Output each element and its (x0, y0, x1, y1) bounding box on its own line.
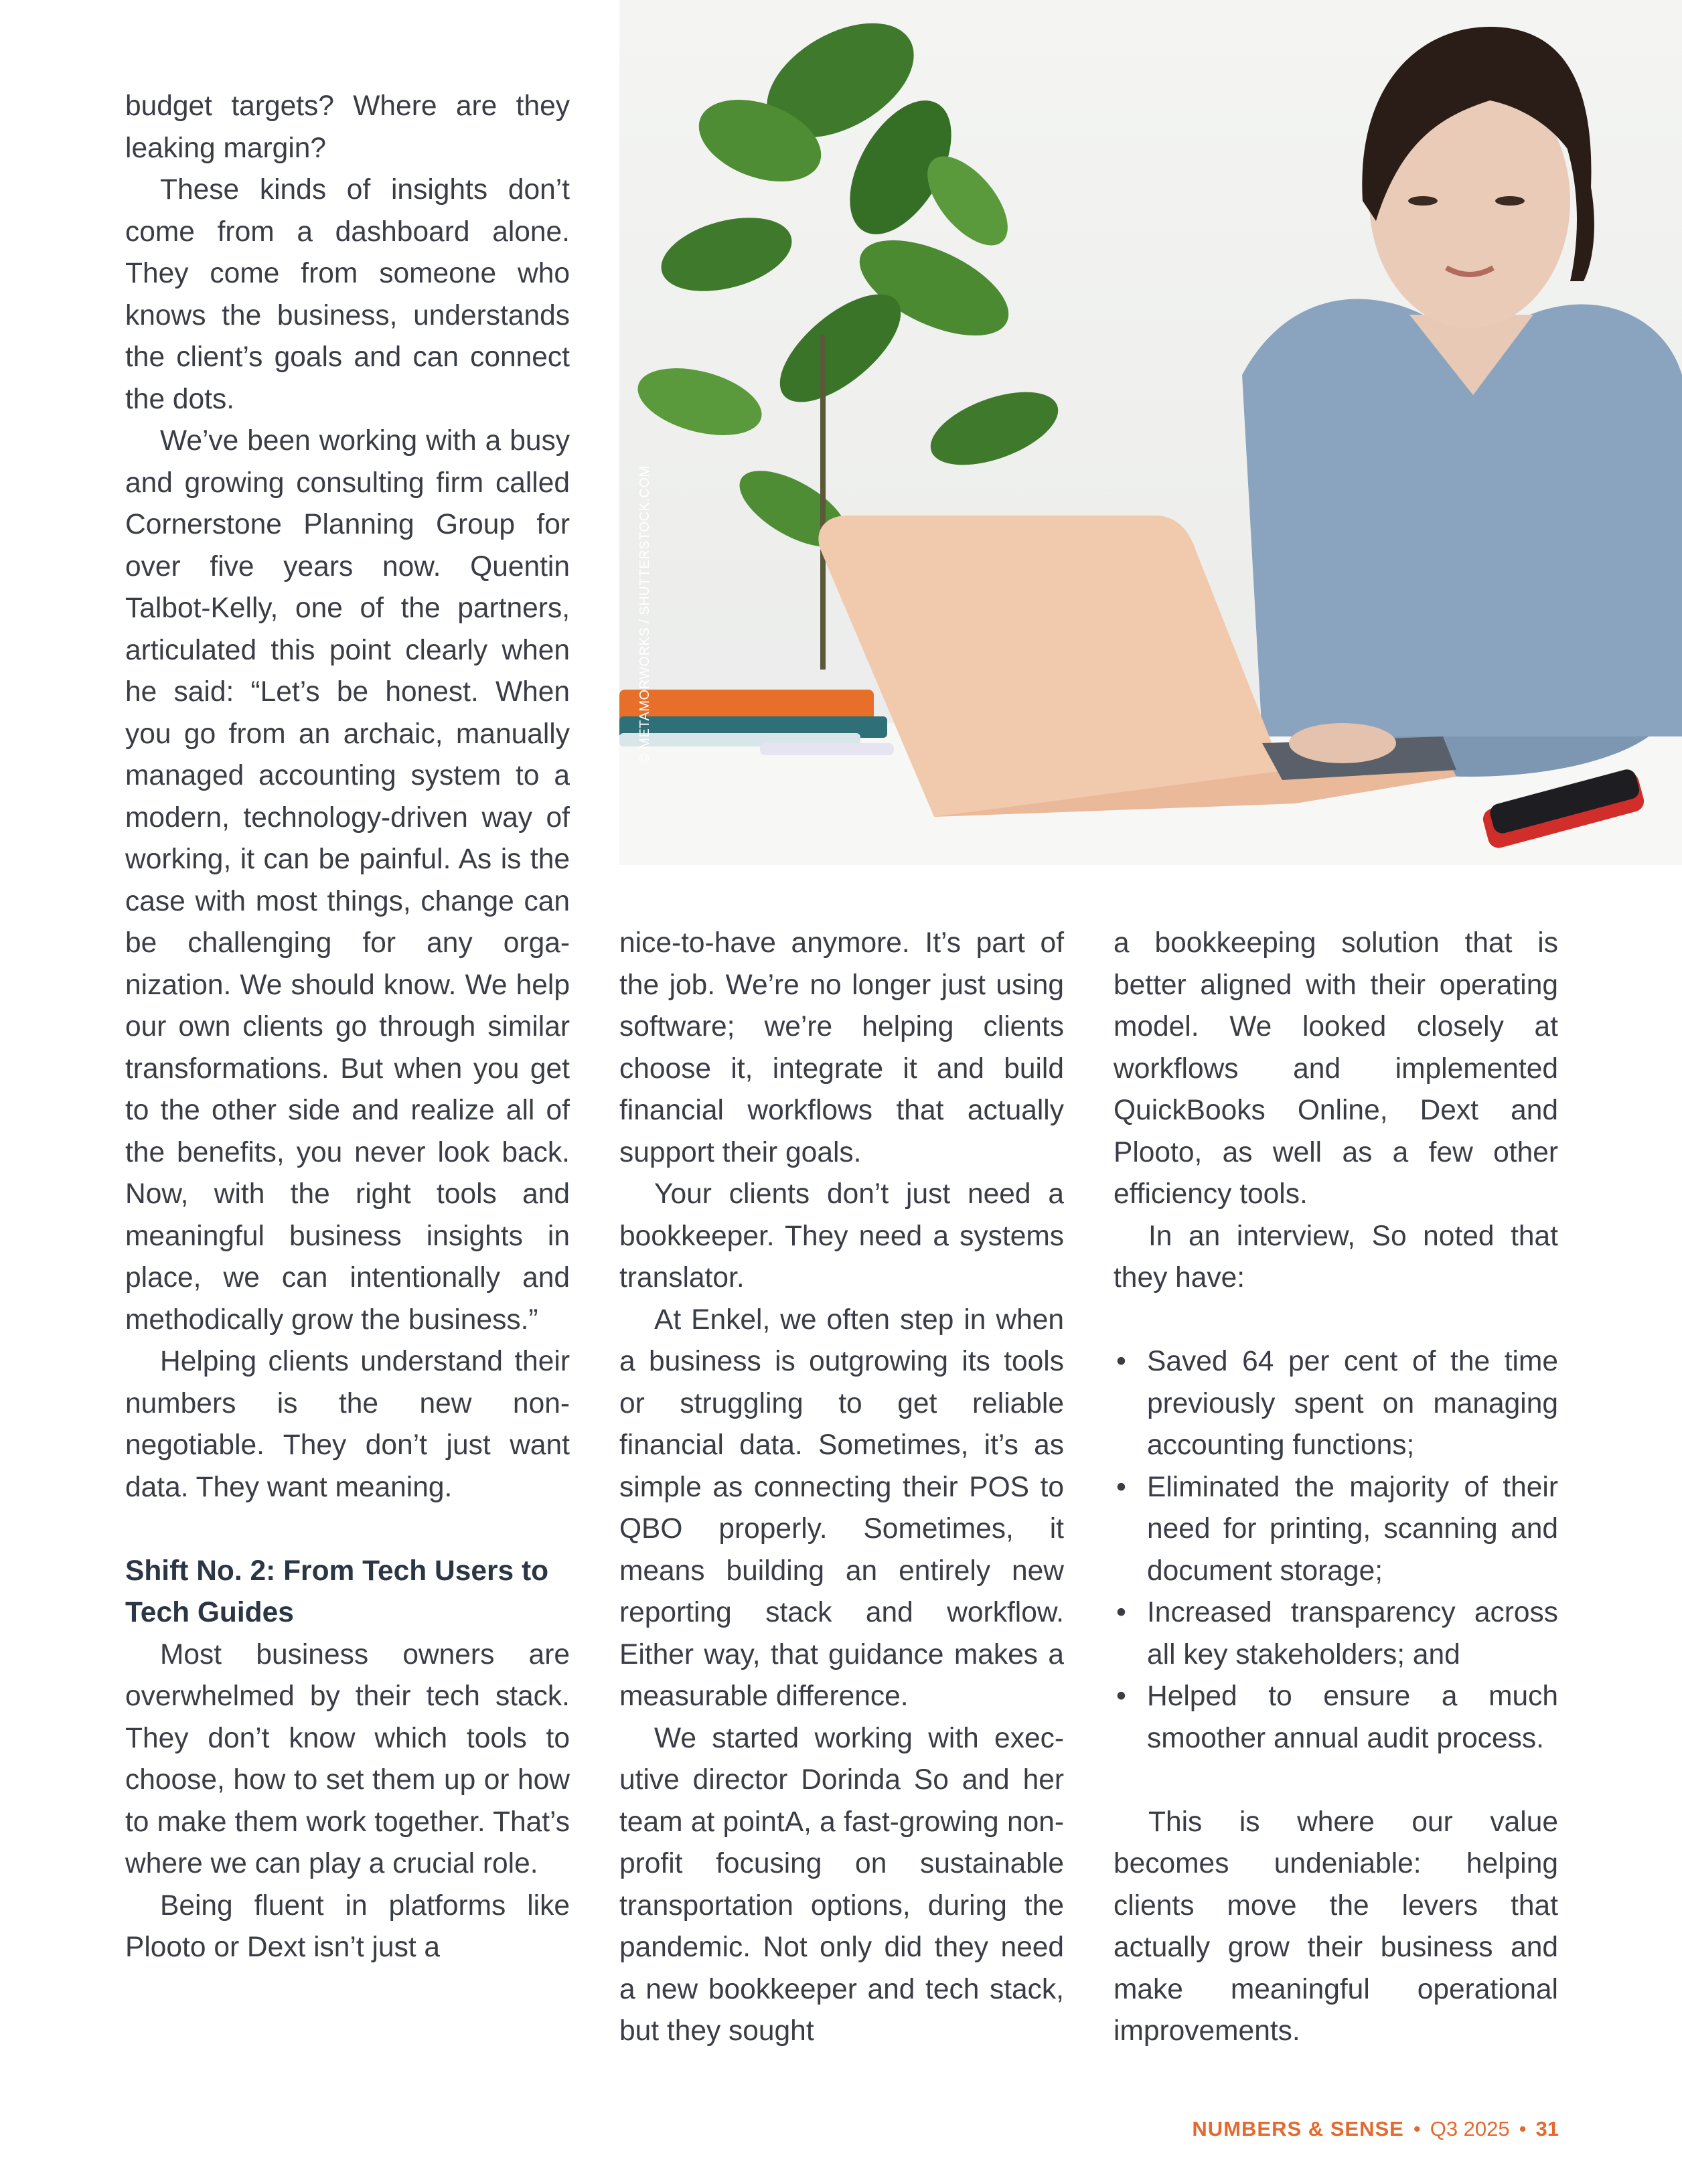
bullet-list (1114, 1341, 1558, 1760)
article-column-2 (619, 923, 1064, 2053)
publication-name: NUMBERS & SENSE (1192, 2117, 1404, 2140)
paragraph: Your clients don’t just need a bookkeeper. They need a systems translator. (619, 1178, 1064, 1294)
photo-illustration (619, 0, 1682, 865)
paragraph: These kinds of insights don’t come from a dashboard alone. They come from someone who knows the business, understands the client’s goals and can connect the dots. (125, 174, 570, 415)
separator: • (1413, 2117, 1421, 2140)
paragraph: We started working with executive director Dorinda So and her team at pointA, a fast-growing non-profit focusing on sustainable transportation options, during the pandemic. Not only did they need a new bookkeeper and tech stack, but they sought (619, 1722, 1064, 2047)
page-number: 31 (1535, 2117, 1559, 2140)
paragraph: nice-to-have anymore. It’s part of the job. We’re no longer just using software; we’re helping clients choose it, integrate it and build financial workflows that actually support their goals. (619, 927, 1064, 1168)
paragraph: Helping clients understand their numbers is the new non-negotiable. They don’t just want data. They want meaning. (125, 1346, 570, 1503)
paragraph: In an interview, So noted that they have: (1114, 1220, 1558, 1294)
paragraph: This is where our value becomes undeniable: helping clients move the levers that actually grow their business and make meaningful operational improvements. (1114, 1806, 1558, 2047)
article-column-3 (1114, 923, 1558, 2053)
woman-illustration (1242, 27, 1682, 777)
list-item: • Increased transparency across all key stakeholders; and (1114, 1592, 1558, 1676)
article-column-1 (125, 86, 570, 1969)
page-footer (1150, 2117, 1559, 2141)
issue-label: Q3 2025 (1430, 2117, 1510, 2140)
separator: • (1519, 2117, 1527, 2140)
paragraph: budget targets? Where are they leaking margin? (125, 90, 570, 164)
paragraph: At Enkel, we often step in when a business is outgrowing its tools or struggling to get reliable financial data. Sometimes, it’s as simple as connecting their POS to QBO properly. Sometimes, it means building an entirely new reporting stack and workflow. Either way, that guidance makes a measurable difference. (619, 1304, 1064, 1712)
paragraph: We’ve been working with a busy and growing consulting firm called Cornerstone Planning Group for over five years now. Quentin Talbot-Kelly, one of the partners, articulated this point clearly when he said: “Let’s be honest. When you go from an archaic, manually managed accounting system to a modern, technology-driven way of working, it can be painful. As is the case with most things, change can be challenging for any organization. We should know. We help our own clients go through similar transformations. But when you get to the other side and realize all of the benefits, you never look back. Now, with the right tools and meaningful business insights in place, we can intentionally and methodically grow the business.” (125, 425, 570, 1336)
woman-laptop-photo (619, 0, 1682, 865)
paragraph: Being fluent in platforms like Plooto or Dext isn’t just a (125, 1889, 570, 1963)
paragraph: Most business owners are overwhelmed by their tech stack. They don’t know which tools to choose, how to set them up or how to make them work together. That’s where we can play a crucial role. (125, 1638, 570, 1879)
section-heading: Shift No. 2: From Tech Users to Tech Guides (125, 1555, 549, 1628)
list-item: • Eliminated the majority of their need for printing, scanning and document storage; (1114, 1467, 1558, 1593)
photo-credit: © METAMORWORKS / SHUTTERSTOCK.COM (637, 465, 652, 763)
list-item: • Saved 64 per cent of the time previously spent on managing accounting functions; (1114, 1341, 1558, 1467)
books-illustration (619, 690, 894, 755)
list-item: • Helped to ensure a much smoother annual audit process. (1114, 1676, 1558, 1760)
paragraph: a bookkeeping solution that is better aligned with their operating model. We looked closely at workflows and implemented QuickBooks Online, Dext and Plooto, as well as a few other efficiency tools. (1114, 927, 1558, 1210)
